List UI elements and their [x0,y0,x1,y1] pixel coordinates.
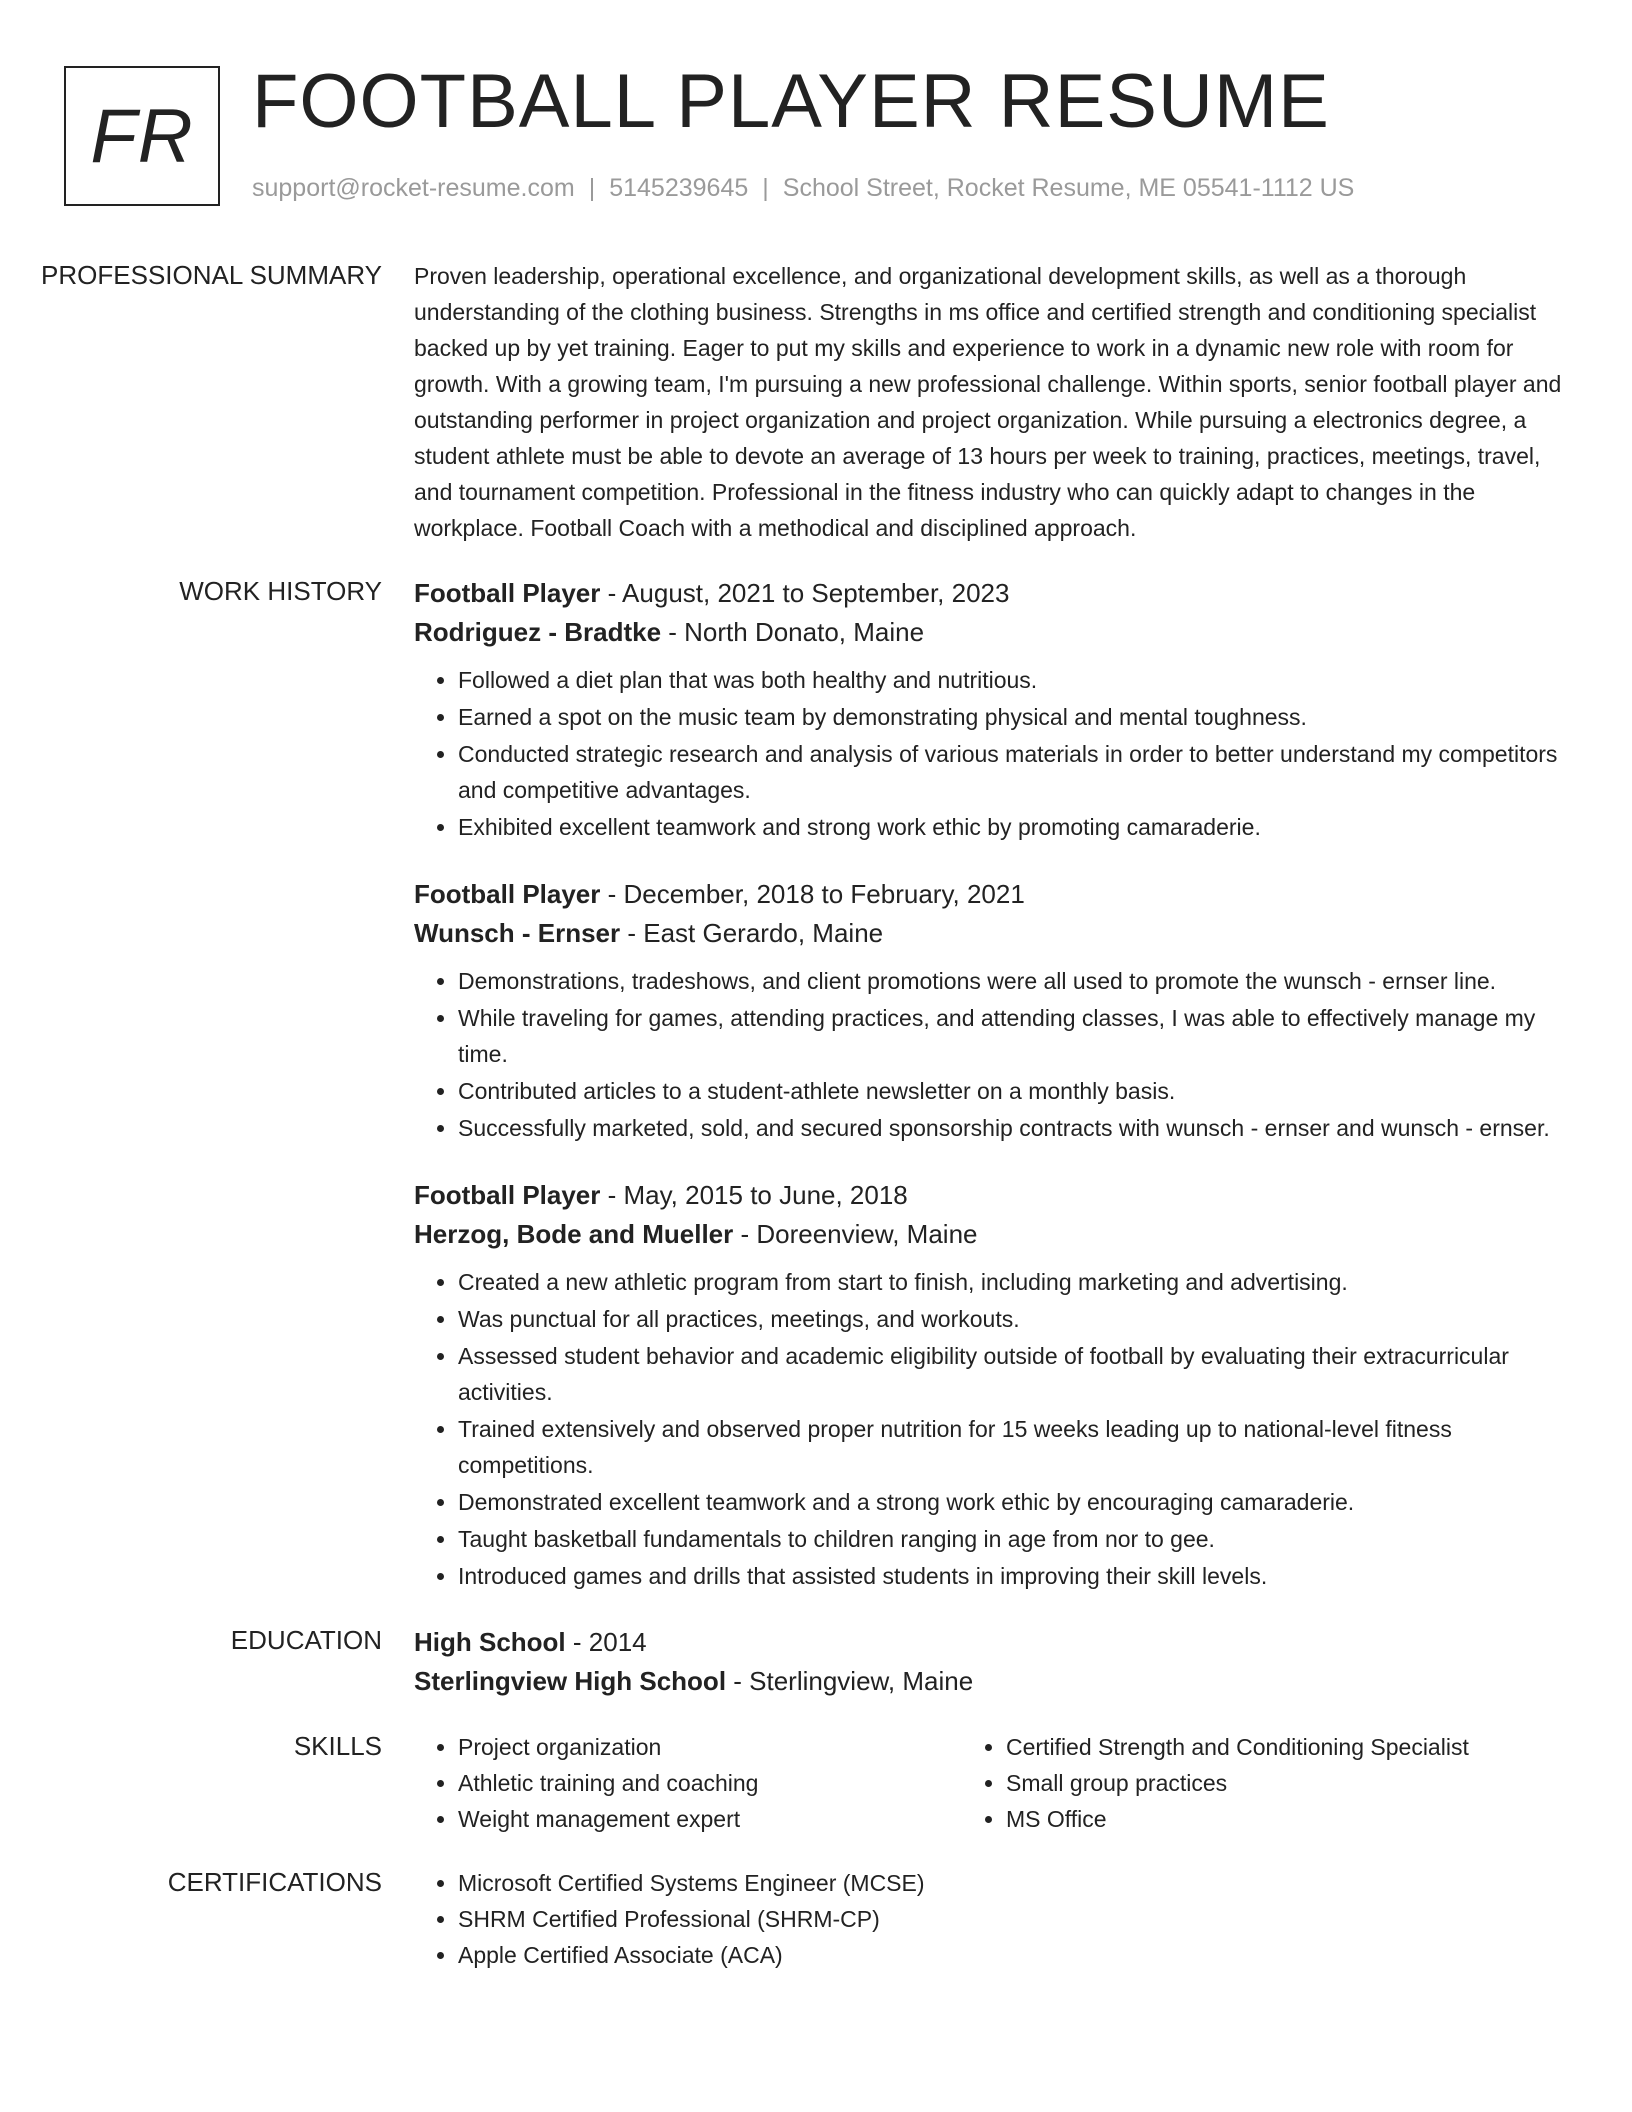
job-dates: - August, 2021 to September, 2023 [600,578,1010,608]
section-body [414,258,1566,546]
education-school-line [414,1662,1566,1701]
job-role: Football Player [414,879,601,909]
list-item: • Athletic training and coaching [458,1765,962,1801]
section-body [414,574,1566,1595]
skills-section [0,1729,1632,1837]
job-company: Rodriguez - Bradtke [414,617,662,647]
job-dates: - December, 2018 to February, 2021 [600,879,1025,909]
contact-separator: | [762,174,769,202]
education-degree-line [414,1623,1566,1662]
resume-content [0,258,1632,2001]
job-location: - North Donato, Maine [661,617,925,647]
certifications-section [0,1865,1632,1973]
job-role-line [414,875,1566,914]
education-school: Sterlingview High School [414,1666,727,1696]
list-item: • While traveling for games, attending practices, and attending classes, I was able to effectively manage my time. [458,1000,1566,1072]
list-item: • Microsoft Certified Systems Engineer (MCSE) [458,1865,1566,1901]
list-item: • Exhibited excellent teamwork and strong work ethic by promoting camaraderie. [458,809,1566,845]
education-location: - Sterlingview, Maine [726,1666,974,1696]
job-company-line [414,914,1566,953]
work-history-section [0,574,1632,1595]
list-item: • Demonstrated excellent teamwork and a strong work ethic by encouraging camaraderie. [458,1484,1566,1520]
job-dates: - May, 2015 to June, 2018 [600,1180,908,1210]
job-entry [414,875,1566,1146]
job-company-line [414,1215,1566,1254]
list-item: • Conducted strategic research and analysis of various materials in order to better understand my competitors and competitive advantages. [458,736,1566,808]
job-company: Wunsch - Ernser [414,918,621,948]
list-item: • Project organization [458,1729,962,1765]
contact-phone: 5145239645 [609,174,749,202]
job-role-line [414,1176,1566,1215]
section-title: EDUCATION [230,1625,382,1655]
job-bullets [414,963,1566,1146]
section-title: SKILLS [293,1731,382,1761]
job-entry [414,574,1566,845]
education-year: - 2014 [565,1627,647,1657]
list-item: • Followed a diet plan that was both healthy and nutritious. [458,662,1566,698]
resume-title: FOOTBALL PLAYER RESUME [252,59,1330,144]
contact-separator: | [588,174,596,202]
education-degree: High School [414,1627,566,1657]
list-item: • Taught basketball fundamentals to children ranging in age from nor to gee. [458,1521,1566,1557]
monogram-box [64,66,220,206]
section-title: CERTIFICATIONS [167,1867,382,1897]
certifications-list [414,1865,1566,1973]
section-body [414,1865,1566,1973]
job-location: - Doreenview, Maine [733,1219,978,1249]
list-item: • Weight management expert [458,1801,962,1837]
job-location: - East Gerardo, Maine [620,918,884,948]
job-role: Football Player [414,578,601,608]
skills-column-left [414,1729,962,1837]
list-item: • Was punctual for all practices, meetings, and workouts. [458,1301,1566,1337]
section-body [414,1729,1566,1837]
skills-column-right [962,1729,1510,1837]
job-role-line [414,574,1566,613]
section-title: PROFESSIONAL SUMMARY [41,260,382,290]
job-bullets [414,1264,1566,1594]
contact-address: School Street, Rocket Resume, ME 05541-1112 US [782,174,1355,202]
job-company-line [414,613,1566,652]
section-body [414,1623,1566,1701]
job-bullets [414,662,1566,845]
summary-section [0,258,1632,546]
list-item: • Contributed articles to a student-athlete newsletter on a monthly basis. [458,1073,1566,1109]
job-role: Football Player [414,1180,601,1210]
section-title: WORK HISTORY [179,576,382,606]
list-item: • MS Office [1006,1801,1510,1837]
contact-line [252,174,1354,203]
list-item: • Demonstrations, tradeshows, and client promotions were all used to promote the wunsch - ernser line. [458,963,1566,999]
summary-text: Proven leadership, operational excellence, and organizational development skills, as well as a thorough understanding of the clothing business. Strengths in ms office and certified strength and conditioning specialist backed up by yet training. Eager to put my skills and experience to work in a dynamic new role with room for growth. With a growing team, I'm pursuing a new professional challenge. Within sports, senior football player and outstanding performer in project organization and project organization. While pursuing a electronics degree, a student athlete must be able to devote an average of 13 hours per week to training, practices, meetings, travel, and tournament competition. Professional in the fitness industry who can quickly adapt to changes in the workplace. Football Coach with a methodical and disciplined approach. [414,263,1562,541]
list-item: • SHRM Certified Professional (SHRM-CP) [458,1901,1566,1937]
skills-grid [414,1729,1566,1837]
list-item: • Small group practices [1006,1765,1510,1801]
monogram-initials: FR [90,93,194,179]
list-item: • Earned a spot on the music team by demonstrating physical and mental toughness. [458,699,1566,735]
list-item: • Certified Strength and Conditioning Specialist [1006,1729,1510,1765]
job-entry [414,1176,1566,1594]
list-item: • Created a new athletic program from start to finish, including marketing and advertising. [458,1264,1566,1300]
contact-email: support@rocket-resume.com [252,174,575,202]
job-company: Herzog, Bode and Mueller [414,1219,734,1249]
list-item: • Introduced games and drills that assisted students in improving their skill levels. [458,1558,1566,1594]
education-section [0,1623,1632,1701]
list-item: • Successfully marketed, sold, and secured sponsorship contracts with wunsch - ernser and wunsch - ernser. [458,1110,1566,1146]
list-item: • Apple Certified Associate (ACA) [458,1937,1566,1973]
list-item: • Assessed student behavior and academic eligibility outside of football by evaluating their extracurricular activities. [458,1338,1566,1410]
list-item: • Trained extensively and observed proper nutrition for 15 weeks leading up to national-level fitness competitions. [458,1411,1566,1483]
